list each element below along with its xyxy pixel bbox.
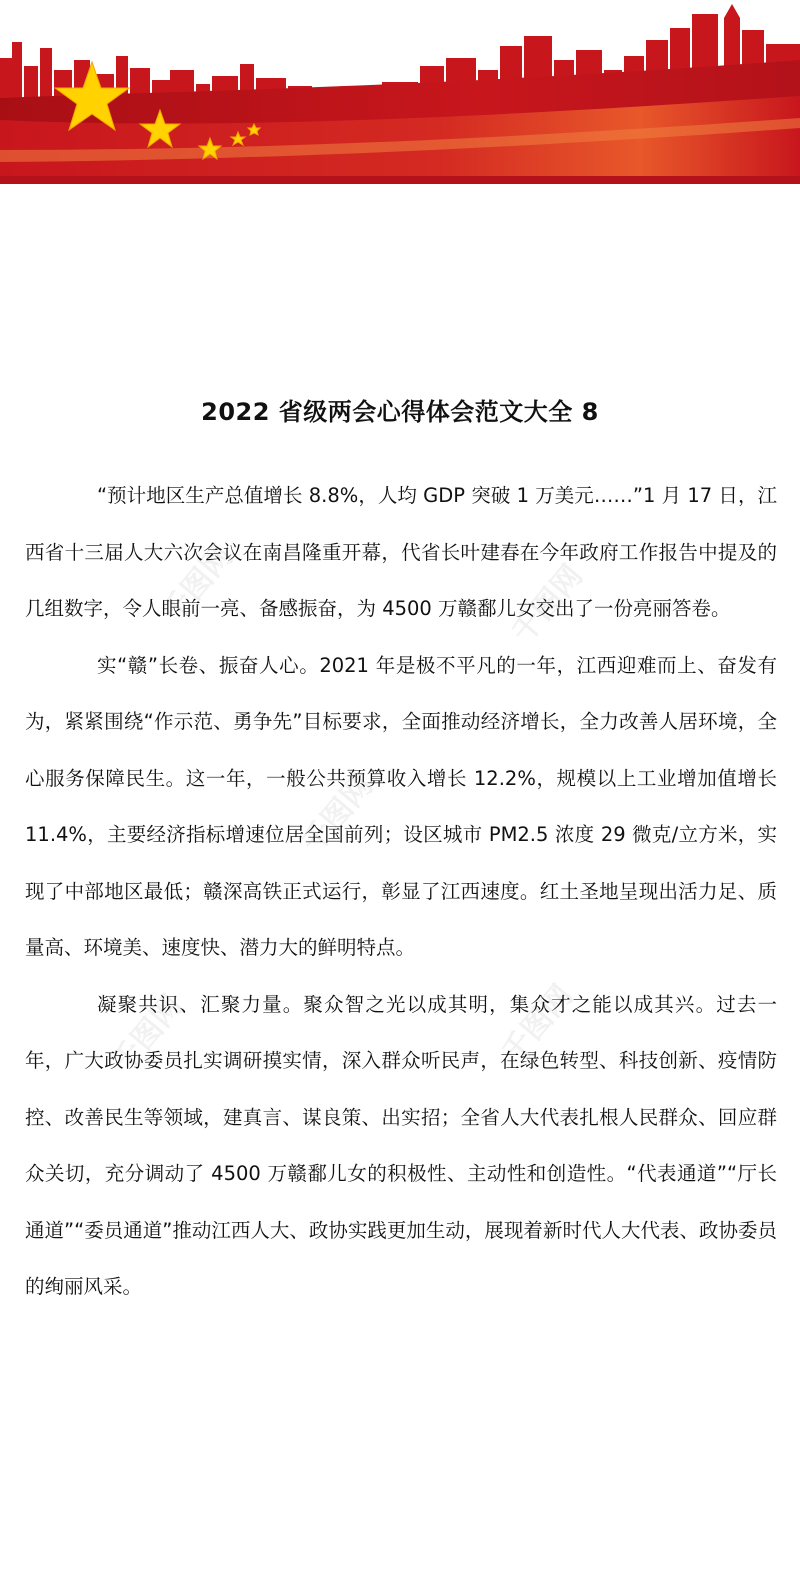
- watermark: 千图网: [155, 538, 241, 630]
- banner-bottom-band: [0, 176, 800, 184]
- document-body: [25, 468, 777, 1316]
- watermark: 千图网: [295, 768, 381, 860]
- watermark: 千图网: [505, 558, 591, 650]
- header-banner: [0, 0, 800, 190]
- banner-graphic: [0, 0, 800, 190]
- paragraph-2: 实“赣”长卷、振奋人心。2021 年是极不平凡的一年，江西迎难而上、奋发有为，紧紧围绕“作示范、勇争先”目标要求，全面推动经济增长，全力改善人居环境，全心服务保障民生。这一年，一般公共预算收入增长 12.2%，规模以上工业增加值增长 11.4%，主要经济指标增速位居全国前列；设区城市 PM2.5 浓度 29 微克/立方米，实现了中部地区最低；赣深高铁正式运行，彰显了江西速度。红土圣地呈现出活力足、质量高、环境美、速度快、潜力大的鲜明特点。: [25, 653, 777, 959]
- paragraph-3: 凝聚共识、汇聚力量。聚众智之光以成其明，集众才之能以成其兴。过去一年，广大政协委员扎实调研摸实情，深入群众听民声，在绿色转型、科技创新、疫情防控、改善民生等领域，建真言、谋良策、出实招；全省人大代表扎根人民群众、回应群众关切，充分调动了 4500 万赣鄱儿女的积极性、主动性和创造性。“代表通道”“厅长通道”“委员通道”推动江西人大、政协实践更加生动，展现着新时代人大代表、政协委员的绚丽风采。: [25, 992, 777, 1298]
- watermark: 千图网: [495, 978, 581, 1070]
- watermark: 千图网: [105, 988, 191, 1080]
- paragraph-1: “预计地区生产总值增长 8.8%，人均 GDP 突破 1 万美元……”1 月 17 日，江西省十三届人大六次会议在南昌隆重开幕，代省长叶建春在今年政府工作报告中提及的几组数字，令人眼前一亮、备感振奋，为 4500 万赣鄱儿女交出了一份亮丽答卷。: [25, 484, 777, 620]
- document-title: 2022 省级两会心得体会范文大全 8: [201, 398, 599, 426]
